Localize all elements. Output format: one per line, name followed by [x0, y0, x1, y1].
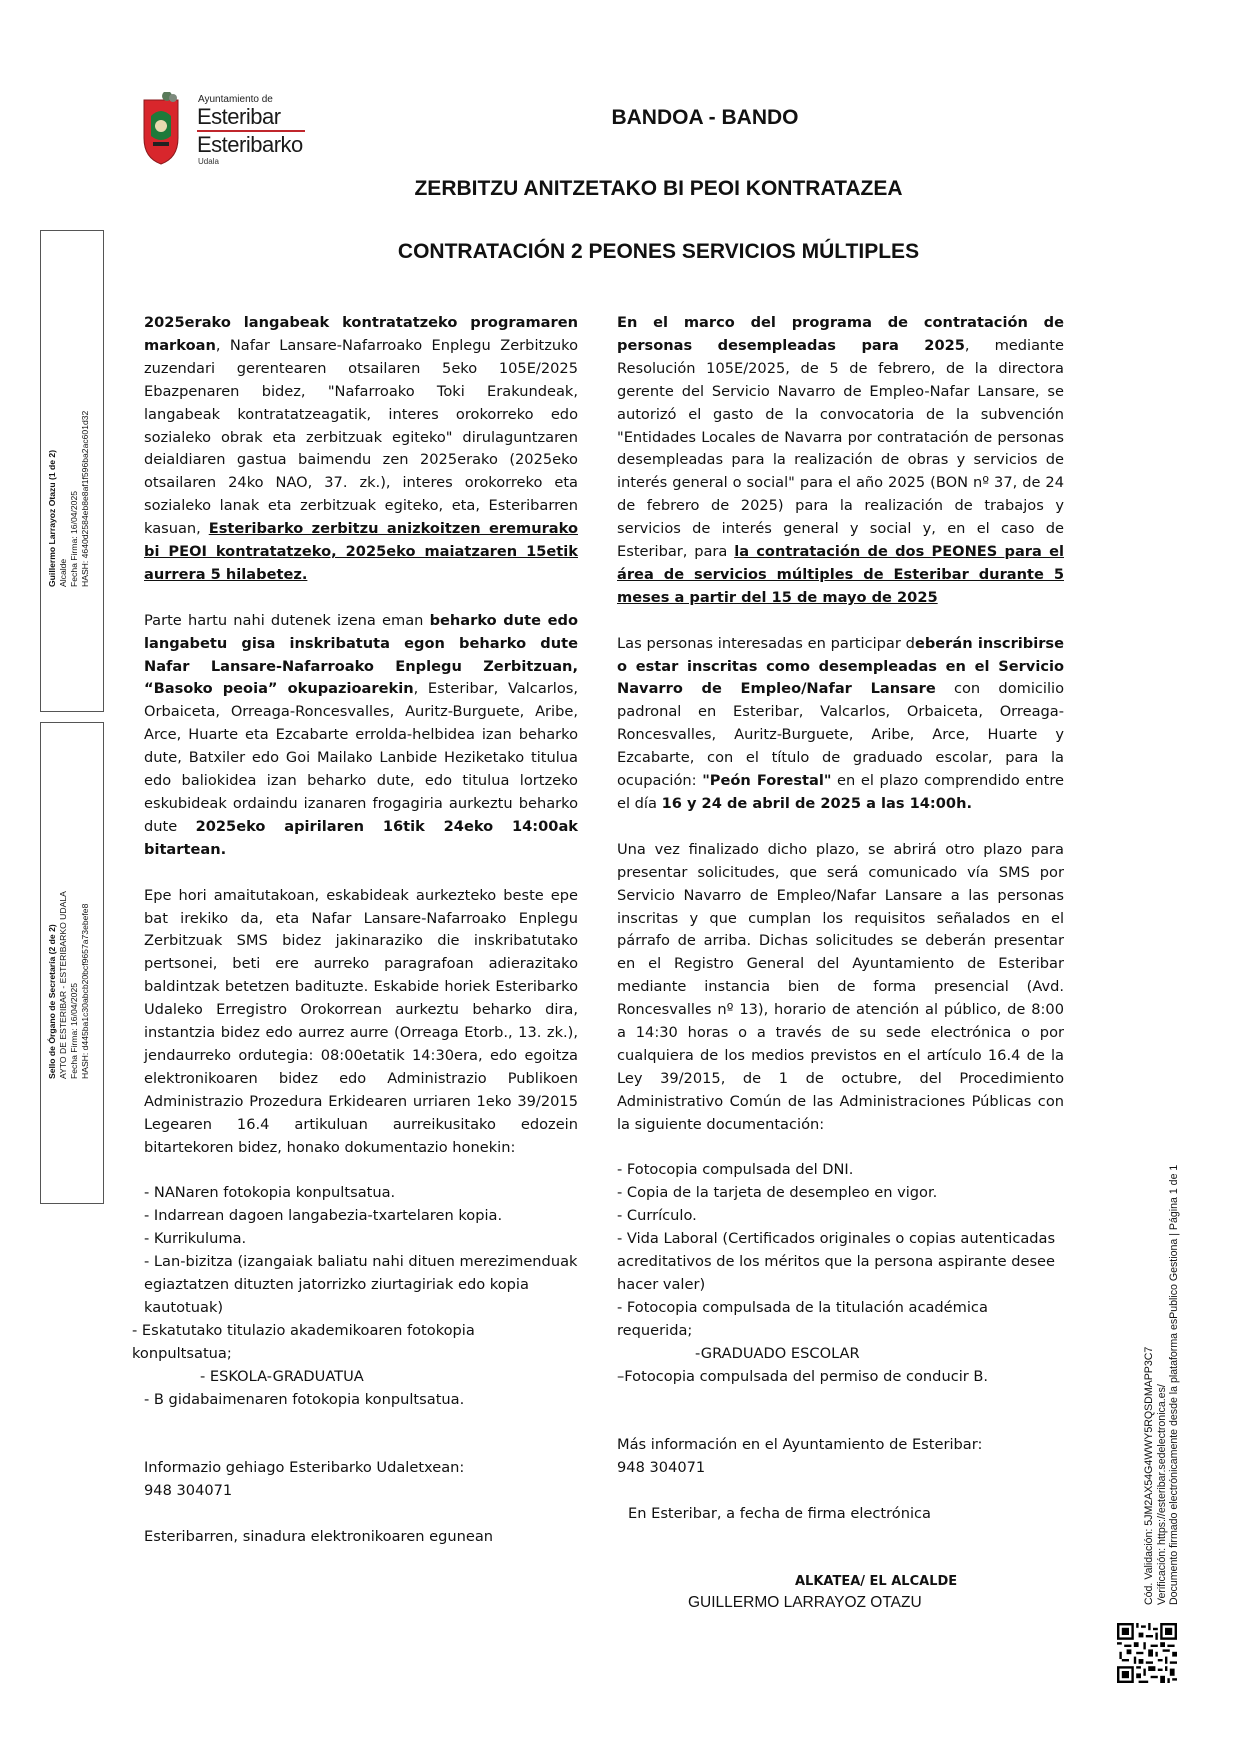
list-item: - NANaren fotokopia konpultsatua.	[144, 1184, 396, 1202]
subtitle-eu: ZERBITZU ANITZETAKO BI PEOI KONTRATAZEA	[414, 177, 903, 200]
list-item: - ESKOLA-GRADUATUA	[200, 1367, 364, 1385]
list-item: –Fotocopia compulsada del permiso de conducir B.	[617, 1367, 989, 1385]
list-item: -GRADUADO ESCOLAR	[695, 1344, 860, 1362]
es-paragraph-2: Las personas interesadas en participar deberán inscribirse o estar inscritas como desempleadas en el Servicio Navarro de Empleo/Nafar Lansare con domicilio padronal en Esteribar, Valcarlos, Orbaiceta, Orreaga-Roncesvalles, Auritz-Burguete, Aribe, Arce, Huarte y Ezcabarte, con el título de graduado escolar, para la ocupación: "Peón Forestal" en el plazo comprendido entre el día 16 y 24 de abril de 2025 a las 14:00h.	[617, 634, 1064, 813]
es-phone: 948 304071	[617, 1459, 706, 1477]
signature-stamp-1-text: Guillermo Larrayoz Otazu (1 de 2) Alcalde Fecha Firma: 16/04/2025 HASH: 4640d2584eb8e8af1f596ba2ac601d32	[47, 410, 90, 587]
eu-phone: 948 304071	[144, 1482, 233, 1500]
signature-stamp-2-text: Sello de Órgano de Secretaría (2 de 2) AYTO DE ESTERIBAR - ESTERIBARKO UDALA Fecha Firma: 16/04/2025 HASH: d445ba1c30abcb20bcf9657a73ebefe8	[47, 891, 90, 1079]
signature-stamp-1	[40, 230, 104, 712]
subtitle-es: CONTRATACIÓN 2 PEONES SERVICIOS MÚLTIPLES	[397, 240, 920, 263]
list-item: - Fotocopia compulsada de la titulación académica requerida;	[617, 1298, 988, 1339]
es-paragraph-3: Una vez finalizado dicho plazo, se abrirá otro plazo para presentar solicitudes, que será comunicado vía SMS por Servicio Navarro de Empleo/Nafar Lansare a las personas inscritas y que cumplan los requisitos señalados en el párrafo de arriba. Dichas solicitudes se deberán presentar en el Registro General del Ayuntamiento de Esteribar mediante instancia bien de forma presencial (Avd. Roncesvalles nº 13), horario de atención al público, de 8:00 a 14:30 horas o a través de su sede electrónica o por cualquiera de los medios previstos en el artículo 16.4 de la Ley 39/2015, de 1 de octubre, del Procedimiento Administrativo Común de las Administraciones Públicas con la siguiente documentación:	[617, 840, 1064, 1133]
logo-line-4: Udala	[198, 157, 219, 166]
list-item: - Fotocopia compulsada del DNI.	[617, 1161, 854, 1179]
list-item: - Vida Laboral (Certificados originales o copias autenticadas acreditativos de los méritos que la persona aspirante desee hacer valer)	[617, 1230, 1056, 1294]
es-contact	[617, 1434, 1064, 1480]
eu-document-list	[132, 1182, 578, 1411]
spanish-column	[617, 312, 1064, 1526]
list-item: - B gidabaimenaren fotokopia konpultsatua.	[144, 1390, 465, 1408]
list-item: - Copia de la tarjeta de desempleo en vigor.	[617, 1184, 938, 1202]
list-item: - Indarrean dagoen langabezia-txartelaren kopia.	[144, 1207, 503, 1225]
eu-paragraph-3: Epe hori amaitutakoan, eskabideak aurkezteko beste epe bat irekiko da, eta Nafar Lansare-Nafarroako Enplegu Zerbitzuak SMS bidez jakinaraziko die inskribatutako pertsonei, beti ere aurreko paragrafoan adierazitako baldintzak betetzen badituzte. Eskabide horiek Esteribarko Udaleko Erregistro Orokorrean aurkeztu beharko dira, instantzia bidez edo aurrez aurre (Orreaga Etorb., 13. zk.), jendaurreko ordutegia: 08:00etatik 14:30era, edo egoitza elektronikoaren bidez edo Administrazio Publikoen Administrazio Prozedura Erkidearen urriaren 1eko 39/2015 Legearen 16.4 artikuluan aurreikusitako edozein bitartekoren bidez, honako dokumentazio honekin:	[144, 886, 578, 1156]
basque-column	[132, 312, 578, 1549]
eu-closing: Esteribarren, sinadura elektronikoaren egunean	[144, 1527, 494, 1545]
list-item: - Currículo.	[617, 1207, 697, 1225]
signature-stamp-2	[40, 722, 104, 1204]
es-paragraph-1: En el marco del programa de contratación de personas desempleadas para 2025, mediante Resolución 105E/2025, de 5 de febrero, de la directora gerente del Servicio Navarro de Empleo-Nafar Lansare, se autorizó el gasto de la convocatoria de la subvención "Entidades Locales de Navarra por contratación de personas desempleadas para la realización de obras y servicios de interés general o social" para el año 2025 (BON nº 37, de 24 de febrero de 2025) para la realización de trabajos y servicios de interés general y social y, en el caso de Esteribar, para la contratación de dos PEONES para el área de servicios múltiples de Esteribar durante 5 meses a partir del 15 de mayo de 2025	[617, 314, 1064, 606]
signer-role: ALKATEA/ EL ALCALDE	[795, 1574, 958, 1589]
signer-name: GUILLERMO LARRAYOZ OTAZU	[688, 1594, 922, 1611]
logo-line-3: Esteribarko	[197, 132, 303, 157]
list-item: - Eskatutako titulazio akademikoaren fotokopia konpultsatua;	[132, 1321, 475, 1362]
verification-text: Cód. Validación: 5JM2AX54G4WWY5RQSDMAPP3C7 Verificación: https://esteribar.sedelectronica.es/ Documento firmado electrónicamente desde la plataforma esPublico Gestiona | Página 1 de 1	[1143, 1164, 1181, 1605]
es-info-text: Más información en el Ayuntamiento de Esteribar:	[617, 1436, 983, 1454]
logo-line-1: Ayuntamiento de	[198, 94, 273, 105]
page-title: BANDOA - BANDO	[611, 106, 799, 129]
eu-info-text: Informazio gehiago Esteribarko Udaletxean:	[144, 1459, 465, 1477]
es-document-list	[617, 1159, 1064, 1388]
list-item: - Kurrikuluma.	[144, 1230, 247, 1248]
eu-paragraph-2: Parte hartu nahi dutenek izena eman beharko dute edo langabetu gisa inskribatuta egon beharko dute Nafar Lansare-Nafarroako Enplegu Zerbitzuan, “Basoko peoia” okupazioarekin, Esteribar, Valcarlos, Orbaiceta, Orreaga-Roncesvalles, Auritz-Burguete, Aribe, Arce, Huarte eta Ezcabarte errolda-helbidea izan beharko dute, Batxiler edo Goi Mailako Lanbide Heziketako titulua edo baliokidea izan beharko dute, edo titulua lortzeko eskubideak ordaindu izanaren frogagiria aurkeztu beharko dute 2025eko apirilaren 16tik 24eko 14:00ak bitartean.	[144, 611, 578, 858]
eu-contact	[144, 1457, 578, 1503]
list-item: - Lan-bizitza (izangaiak baliatu nahi dituen merezimenduak egiaztatzen dituzten jatorrizko ziurtagiriak edo kopia kautotuak)	[144, 1253, 578, 1316]
es-closing: En Esteribar, a fecha de firma electrónica	[628, 1505, 931, 1523]
qr-code-icon[interactable]	[1117, 1623, 1177, 1683]
logo-line-2: Esteribar	[197, 104, 281, 129]
eu-paragraph-1: 2025erako langabeak kontratatzeko programaren markoan, Nafar Lansare-Nafarroako Enplegu Zerbitzuko zuzendari gerentearen otsailaren 5eko 105E/2025 Ebazpenaren bidez, "Nafarroako Toki Erakundeak, langabeak kontratatzeagatik, interes orokorreko edo sozialeko obrak eta zerbitzuak egiteko" dirulaguntzaren deialdiaren gastua baimendu zen 2025erako (2025eko otsailaren 24ko NAO, 37. zk.), interes orokorreko eta sozialeko lanak eta zerbitzuak egiteko, eta, Esteribarren kasuan, Esteribarko zerbitzu anizkoitzen eremurako bi PEOI kontratatzeko, 2025eko maiatzaren 15etik aurrera 5 hilabetez.	[144, 314, 578, 583]
